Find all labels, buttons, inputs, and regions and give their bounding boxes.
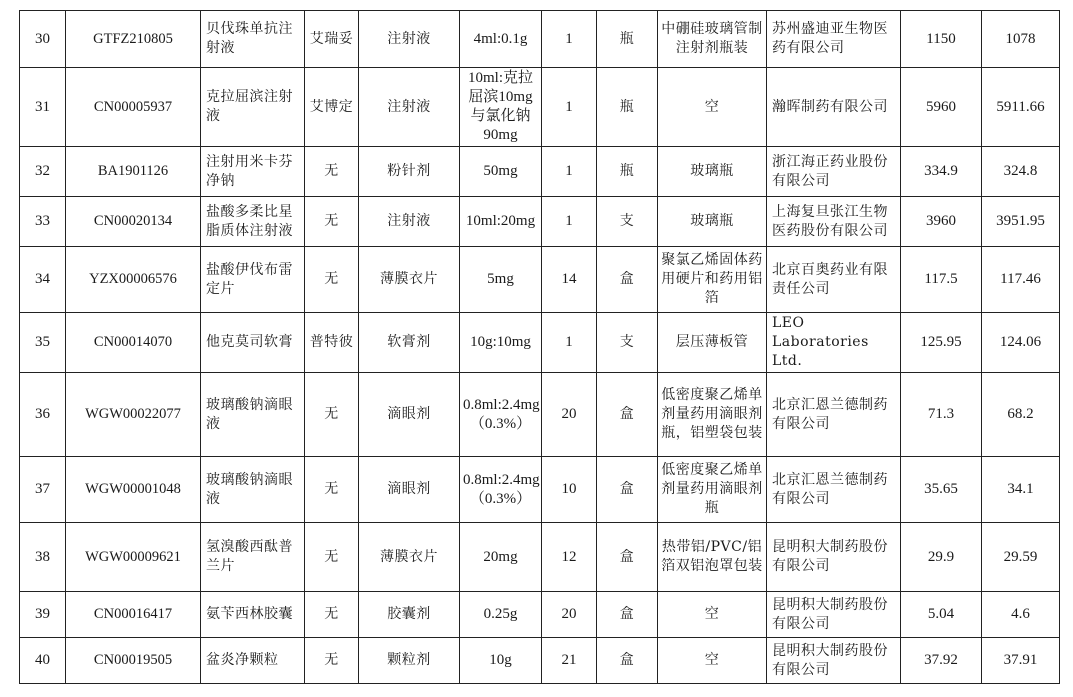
cell-pack-quantity: 21 xyxy=(542,638,597,684)
cell-price-original: 334.9 xyxy=(901,147,982,197)
cell-specification: 50mg xyxy=(460,147,542,197)
cell-price-new: 124.06 xyxy=(982,313,1060,373)
cell-unit: 盒 xyxy=(597,638,658,684)
cell-row-number: 33 xyxy=(20,197,66,247)
cell-manufacturer: 北京汇恩兰德制药有限公司 xyxy=(767,373,901,457)
cell-brand-name: 无 xyxy=(305,373,359,457)
cell-row-number: 35 xyxy=(20,313,66,373)
cell-specification: 10g:10mg xyxy=(460,313,542,373)
cell-price-new: 29.59 xyxy=(982,523,1060,592)
cell-brand-name: 无 xyxy=(305,638,359,684)
cell-dosage-form: 薄膜衣片 xyxy=(359,247,460,313)
cell-pack-quantity: 10 xyxy=(542,457,597,523)
cell-brand-name: 无 xyxy=(305,592,359,638)
cell-row-number: 36 xyxy=(20,373,66,457)
cell-unit: 瓶 xyxy=(597,68,658,147)
cell-price-new: 1078 xyxy=(982,11,1060,68)
cell-drug-code: CN00019505 xyxy=(66,638,201,684)
cell-dosage-form: 薄膜衣片 xyxy=(359,523,460,592)
cell-price-new: 324.8 xyxy=(982,147,1060,197)
cell-unit: 支 xyxy=(597,197,658,247)
cell-row-number: 31 xyxy=(20,68,66,147)
cell-drug-name: 盐酸伊伐布雷定片 xyxy=(201,247,305,313)
cell-specification: 0.8ml:2.4mg（0.3%） xyxy=(460,373,542,457)
cell-row-number: 37 xyxy=(20,457,66,523)
cell-drug-name: 玻璃酸钠滴眼液 xyxy=(201,457,305,523)
table-row xyxy=(20,523,1060,592)
cell-brand-name: 无 xyxy=(305,523,359,592)
cell-brand-name: 无 xyxy=(305,457,359,523)
cell-drug-name: 氨苄西林胶囊 xyxy=(201,592,305,638)
cell-dosage-form: 软膏剂 xyxy=(359,313,460,373)
cell-price-original: 37.92 xyxy=(901,638,982,684)
cell-pack-quantity: 12 xyxy=(542,523,597,592)
cell-manufacturer: 昆明积大制药股份有限公司 xyxy=(767,638,901,684)
cell-manufacturer: 浙江海正药业股份有限公司 xyxy=(767,147,901,197)
cell-price-original: 117.5 xyxy=(901,247,982,313)
cell-price-original: 71.3 xyxy=(901,373,982,457)
cell-unit: 盒 xyxy=(597,373,658,457)
cell-price-new: 5911.66 xyxy=(982,68,1060,147)
cell-drug-name: 他克莫司软膏 xyxy=(201,313,305,373)
table-row xyxy=(20,313,1060,373)
cell-price-original: 3960 xyxy=(901,197,982,247)
cell-pack-quantity: 1 xyxy=(542,313,597,373)
cell-unit: 盒 xyxy=(597,523,658,592)
cell-price-original: 1150 xyxy=(901,11,982,68)
cell-manufacturer: 昆明积大制药股份有限公司 xyxy=(767,592,901,638)
cell-dosage-form: 滴眼剂 xyxy=(359,373,460,457)
cell-row-number: 39 xyxy=(20,592,66,638)
cell-row-number: 32 xyxy=(20,147,66,197)
cell-packaging-material: 空 xyxy=(658,592,767,638)
cell-price-original: 29.9 xyxy=(901,523,982,592)
cell-row-number: 40 xyxy=(20,638,66,684)
cell-packaging-material: 低密度聚乙烯单剂量药用滴眼剂瓶，铝塑袋包装 xyxy=(658,373,767,457)
cell-manufacturer: 昆明积大制药股份有限公司 xyxy=(767,523,901,592)
cell-drug-name: 氢溴酸西酞普兰片 xyxy=(201,523,305,592)
cell-packaging-material: 空 xyxy=(658,68,767,147)
cell-drug-code: BA1901126 xyxy=(66,147,201,197)
cell-specification: 20mg xyxy=(460,523,542,592)
cell-manufacturer: 苏州盛迪亚生物医药有限公司 xyxy=(767,11,901,68)
cell-drug-code: CN00016417 xyxy=(66,592,201,638)
cell-unit: 支 xyxy=(597,313,658,373)
cell-specification: 4ml:0.1g xyxy=(460,11,542,68)
cell-price-new: 37.91 xyxy=(982,638,1060,684)
cell-dosage-form: 注射液 xyxy=(359,197,460,247)
cell-drug-name: 玻璃酸钠滴眼液 xyxy=(201,373,305,457)
table-row xyxy=(20,638,1060,684)
table-row xyxy=(20,68,1060,147)
cell-brand-name: 无 xyxy=(305,147,359,197)
cell-drug-name: 克拉屈滨注射液 xyxy=(201,68,305,147)
cell-brand-name: 普特彼 xyxy=(305,313,359,373)
cell-pack-quantity: 1 xyxy=(542,197,597,247)
cell-manufacturer: LEO Laboratories Ltd. xyxy=(767,313,901,373)
cell-manufacturer: 瀚晖制药有限公司 xyxy=(767,68,901,147)
cell-unit: 瓶 xyxy=(597,11,658,68)
drug-price-table xyxy=(19,10,1060,684)
cell-unit: 盒 xyxy=(597,592,658,638)
cell-packaging-material: 聚氯乙烯固体药用硬片和药用铝箔 xyxy=(658,247,767,313)
cell-drug-code: WGW00001048 xyxy=(66,457,201,523)
cell-drug-code: GTFZ210805 xyxy=(66,11,201,68)
cell-drug-name: 贝伐珠单抗注射液 xyxy=(201,11,305,68)
cell-price-new: 117.46 xyxy=(982,247,1060,313)
cell-price-new: 34.1 xyxy=(982,457,1060,523)
cell-packaging-material: 低密度聚乙烯单剂量药用滴眼剂瓶 xyxy=(658,457,767,523)
table-row xyxy=(20,11,1060,68)
cell-drug-code: WGW00022077 xyxy=(66,373,201,457)
cell-unit: 盒 xyxy=(597,247,658,313)
table-row xyxy=(20,457,1060,523)
cell-drug-code: YZX00006576 xyxy=(66,247,201,313)
cell-drug-code: CN00020134 xyxy=(66,197,201,247)
cell-specification: 0.25g xyxy=(460,592,542,638)
table-row xyxy=(20,247,1060,313)
cell-unit: 瓶 xyxy=(597,147,658,197)
cell-row-number: 38 xyxy=(20,523,66,592)
cell-specification: 5mg xyxy=(460,247,542,313)
cell-pack-quantity: 20 xyxy=(542,592,597,638)
cell-brand-name: 艾博定 xyxy=(305,68,359,147)
cell-drug-name: 注射用米卡芬净钠 xyxy=(201,147,305,197)
cell-price-new: 4.6 xyxy=(982,592,1060,638)
cell-pack-quantity: 1 xyxy=(542,68,597,147)
cell-price-original: 5.04 xyxy=(901,592,982,638)
cell-manufacturer: 上海复旦张江生物医药股份有限公司 xyxy=(767,197,901,247)
cell-dosage-form: 粉针剂 xyxy=(359,147,460,197)
cell-packaging-material: 玻璃瓶 xyxy=(658,147,767,197)
cell-dosage-form: 滴眼剂 xyxy=(359,457,460,523)
cell-brand-name: 无 xyxy=(305,197,359,247)
cell-drug-code: CN00014070 xyxy=(66,313,201,373)
table-body xyxy=(20,11,1060,684)
drug-price-table-page xyxy=(19,10,1059,686)
cell-pack-quantity: 14 xyxy=(542,247,597,313)
cell-brand-name: 艾瑞妥 xyxy=(305,11,359,68)
table-row xyxy=(20,147,1060,197)
cell-price-original: 125.95 xyxy=(901,313,982,373)
cell-dosage-form: 颗粒剂 xyxy=(359,638,460,684)
cell-price-original: 5960 xyxy=(901,68,982,147)
cell-unit: 盒 xyxy=(597,457,658,523)
cell-manufacturer: 北京百奥药业有限责任公司 xyxy=(767,247,901,313)
cell-dosage-form: 注射液 xyxy=(359,68,460,147)
cell-packaging-material: 玻璃瓶 xyxy=(658,197,767,247)
table-row xyxy=(20,592,1060,638)
cell-row-number: 30 xyxy=(20,11,66,68)
cell-pack-quantity: 1 xyxy=(542,11,597,68)
cell-specification: 10g xyxy=(460,638,542,684)
cell-pack-quantity: 20 xyxy=(542,373,597,457)
cell-drug-code: WGW00009621 xyxy=(66,523,201,592)
cell-manufacturer: 北京汇恩兰德制药有限公司 xyxy=(767,457,901,523)
cell-packaging-material: 中硼硅玻璃管制注射剂瓶装 xyxy=(658,11,767,68)
cell-price-original: 35.65 xyxy=(901,457,982,523)
cell-price-new: 3951.95 xyxy=(982,197,1060,247)
cell-specification: 10ml:克拉屈滨10mg与氯化钠90mg xyxy=(460,68,542,147)
cell-dosage-form: 注射液 xyxy=(359,11,460,68)
cell-specification: 10ml:20mg xyxy=(460,197,542,247)
cell-brand-name: 无 xyxy=(305,247,359,313)
cell-dosage-form: 胶囊剂 xyxy=(359,592,460,638)
cell-specification: 0.8ml:2.4mg（0.3%） xyxy=(460,457,542,523)
cell-drug-code: CN00005937 xyxy=(66,68,201,147)
cell-drug-name: 盆炎净颗粒 xyxy=(201,638,305,684)
cell-packaging-material: 热带铝/PVC/铝箔双铝泡罩包装 xyxy=(658,523,767,592)
cell-price-new: 68.2 xyxy=(982,373,1060,457)
cell-drug-name: 盐酸多柔比星脂质体注射液 xyxy=(201,197,305,247)
table-row xyxy=(20,197,1060,247)
cell-packaging-material: 空 xyxy=(658,638,767,684)
cell-packaging-material: 层压薄板管 xyxy=(658,313,767,373)
table-row xyxy=(20,373,1060,457)
cell-pack-quantity: 1 xyxy=(542,147,597,197)
cell-row-number: 34 xyxy=(20,247,66,313)
